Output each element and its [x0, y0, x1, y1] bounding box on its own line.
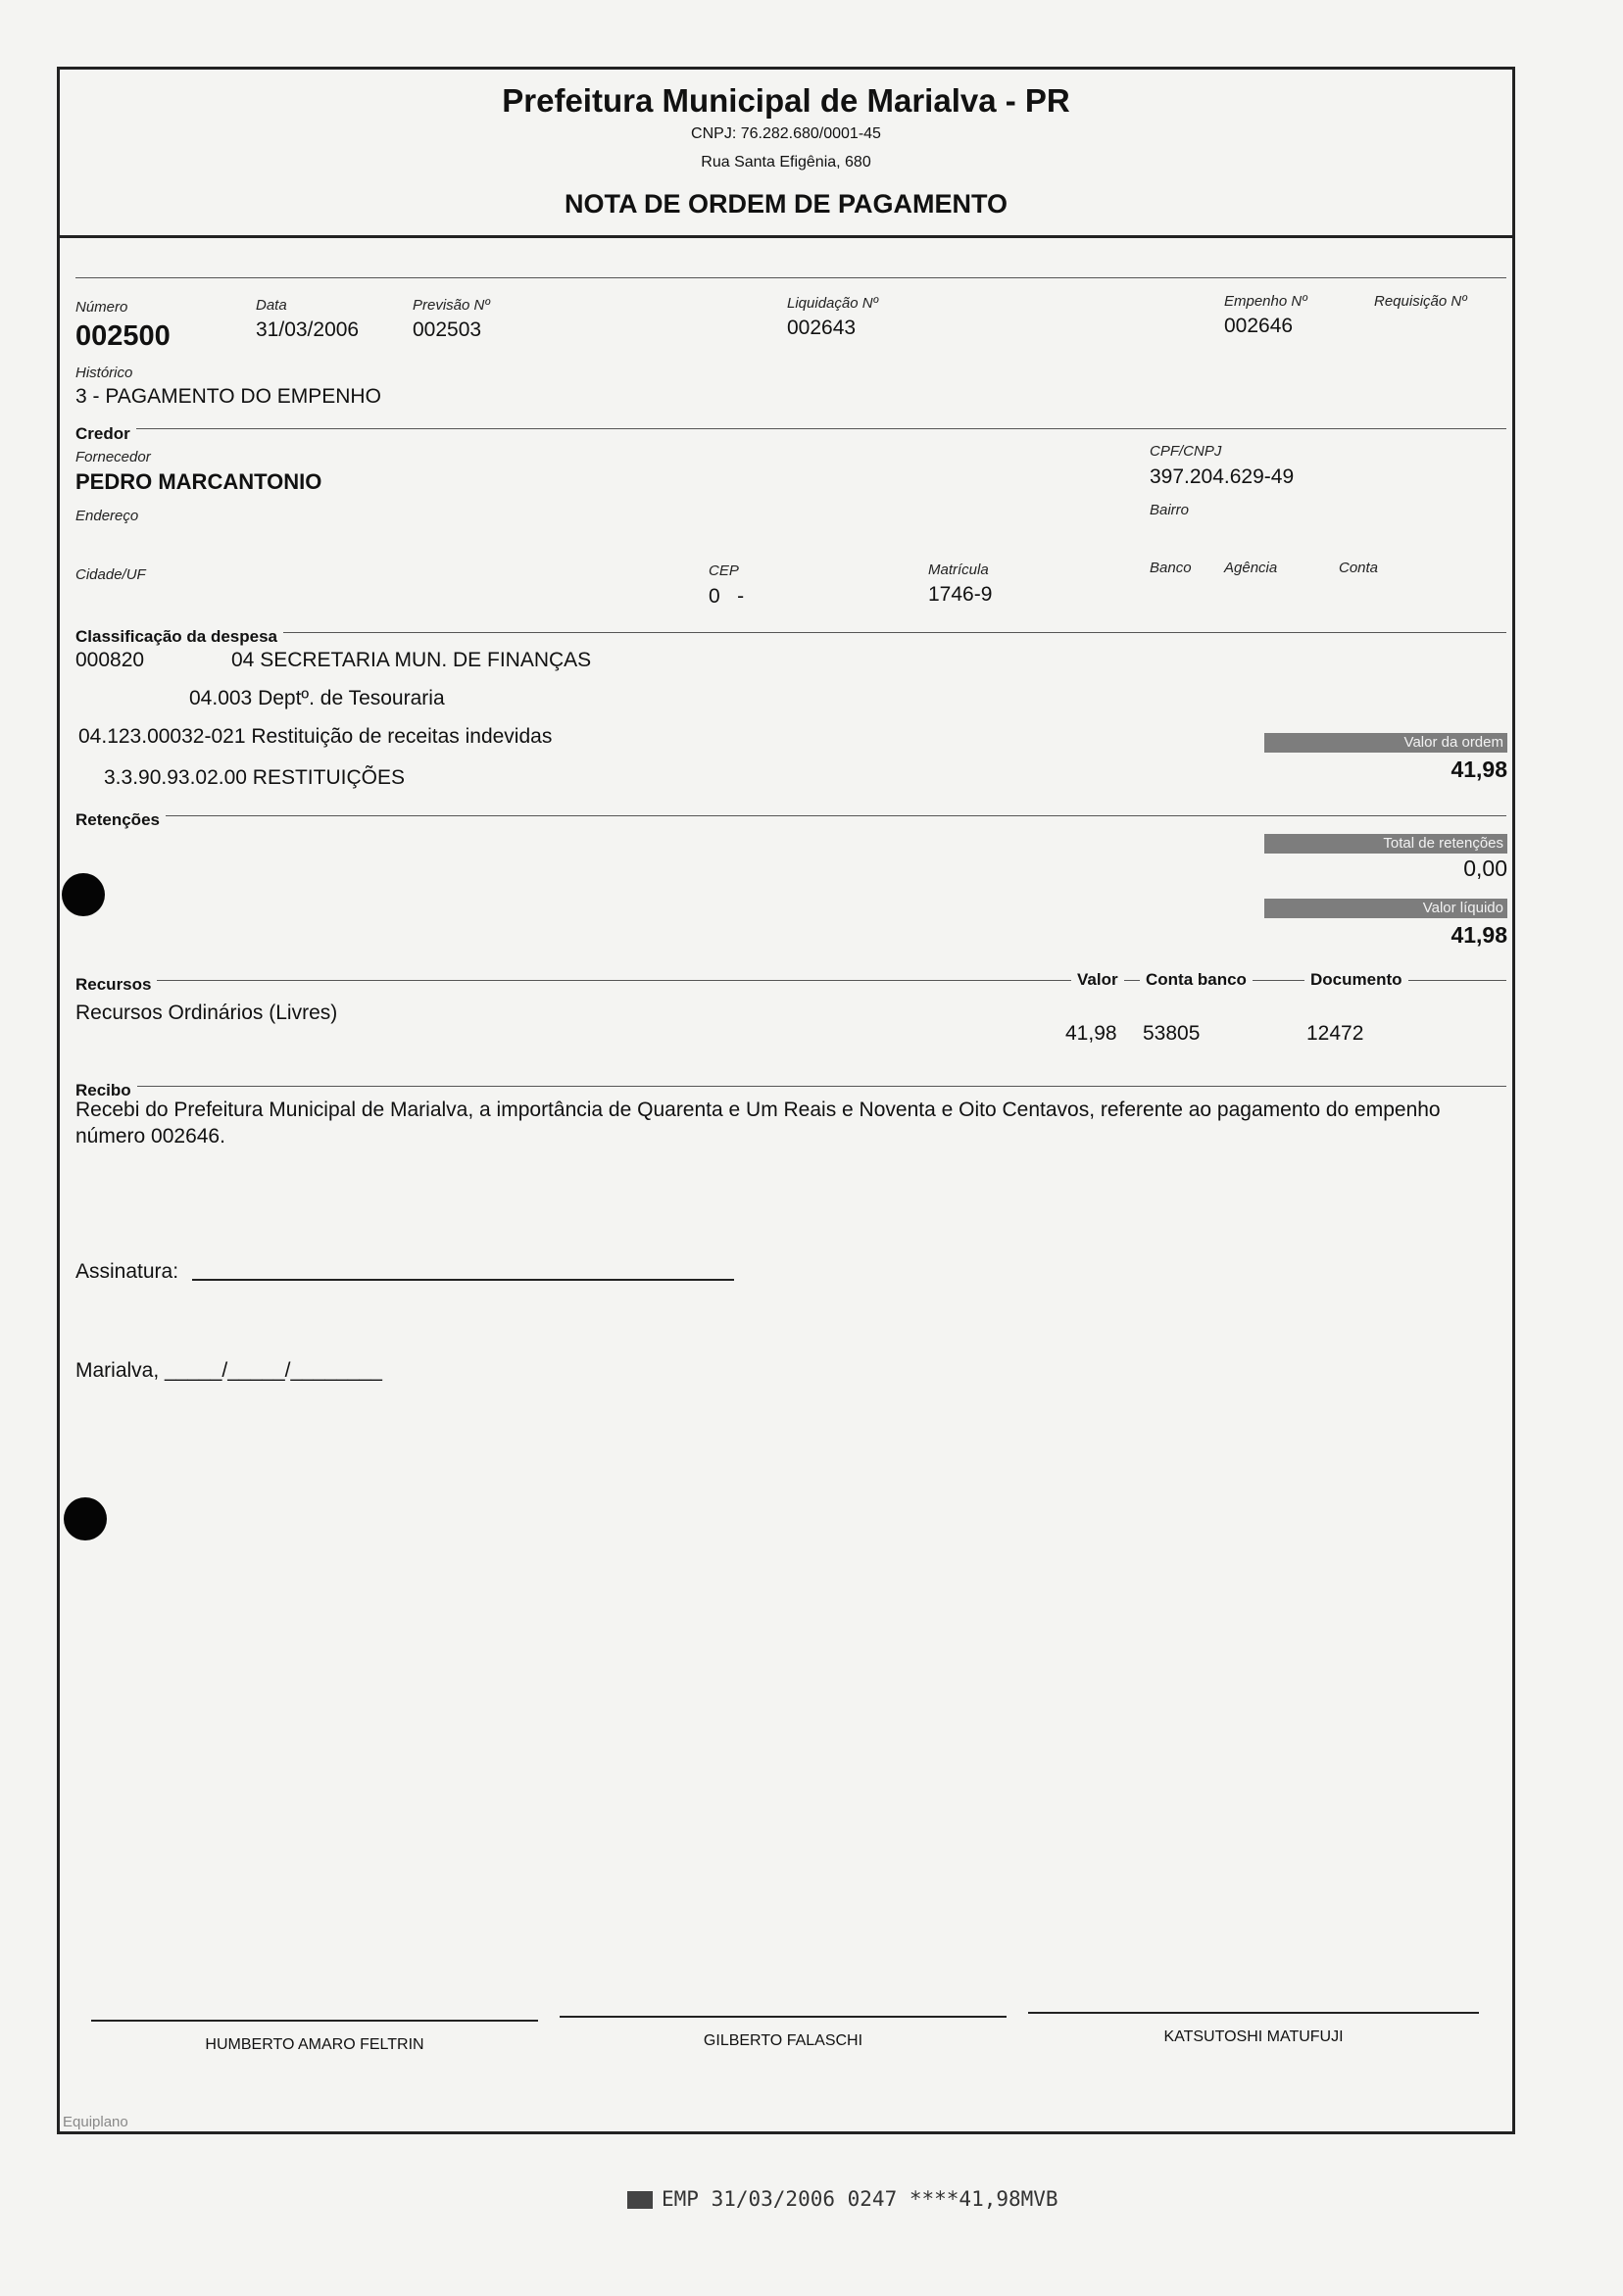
- cpf-label: CPF/CNPJ: [1150, 443, 1222, 460]
- total-retencoes-value: 0,00: [1463, 855, 1507, 881]
- valor-ordem-value: 41,98: [1451, 757, 1507, 782]
- divider: [75, 980, 1506, 981]
- recursos-documento-header: Documento: [1304, 970, 1408, 990]
- classificacao-orgao: 04 SECRETARIA MUN. DE FINANÇAS: [231, 649, 592, 671]
- cep-value: 0 -: [709, 585, 745, 608]
- divider: [75, 815, 1506, 816]
- fornecedor-label: Fornecedor: [75, 449, 151, 465]
- matricula-label: Matrícula: [928, 562, 989, 578]
- stamp-text: EMP 31/03/2006 0247 ****41,98MVB: [662, 2187, 1058, 2211]
- cpf-value: 397.204.629-49: [1150, 465, 1295, 488]
- conta-label: Conta: [1339, 560, 1379, 576]
- punch-hole-icon: [64, 1497, 107, 1540]
- recursos-documento: 12472: [1306, 1022, 1364, 1045]
- historico-label: Histórico: [75, 365, 133, 381]
- classificacao-funcional: 04.123.00032-021 Restituição de receitas indevidas: [78, 725, 553, 748]
- liquidacao-value: 002643: [787, 317, 857, 339]
- recursos-conta-banco-header: Conta banco: [1140, 970, 1253, 990]
- divider: [75, 632, 1506, 633]
- agencia-label: Agência: [1224, 560, 1278, 576]
- punch-hole-icon: [62, 873, 105, 916]
- empenho-value: 002646: [1224, 315, 1294, 337]
- recursos-valor-header: Valor: [1071, 970, 1124, 990]
- numero-label: Número: [75, 299, 128, 316]
- bairro-label: Bairro: [1150, 502, 1190, 518]
- recibo-text: Recebi do Prefeitura Municipal de Marialva, a importância de Quarenta e Um Reais e Noventa e Oito Centavos, referente ao pagamento do empenho número 002646.: [75, 1099, 1441, 1148]
- cep-label: CEP: [709, 562, 739, 579]
- signatory-3: KATSUTOSHI MATUFUJI: [1163, 2028, 1344, 2045]
- previsao-label: Previsão Nº: [413, 297, 490, 314]
- header-separator: [57, 235, 1515, 238]
- divider: [75, 428, 1506, 429]
- signature-line: [1028, 2012, 1479, 2014]
- recursos-section-label: Recursos: [75, 975, 157, 995]
- divider: [75, 1086, 1506, 1087]
- org-name: Prefeitura Municipal de Marialva - PR: [502, 82, 1070, 119]
- data-value: 31/03/2006: [256, 318, 360, 341]
- requisicao-label: Requisição Nº: [1374, 293, 1467, 310]
- stamp-logo-icon: [627, 2191, 653, 2209]
- empenho-label: Empenho Nº: [1224, 293, 1307, 310]
- assinatura-line: [192, 1279, 734, 1281]
- classificacao-code: 000820: [75, 649, 145, 671]
- total-retencoes-label: Total de retenções: [1264, 834, 1507, 854]
- divider: [75, 277, 1506, 278]
- signature-line: [560, 2016, 1007, 2018]
- assinatura-label: Assinatura:: [75, 1260, 179, 1283]
- signatory-1: HUMBERTO AMARO FELTRIN: [205, 2036, 424, 2053]
- fornecedor-value: PEDRO MARCANTONIO: [75, 469, 322, 494]
- doc-title: NOTA DE ORDEM DE PAGAMENTO: [564, 189, 1008, 219]
- cnpj: CNPJ: 76.282.680/0001-45: [691, 125, 881, 142]
- signature-line: [91, 2020, 538, 2022]
- previsao-value: 002503: [413, 318, 482, 341]
- classificacao-elemento: 3.3.90.93.02.00 RESTITUIÇÕES: [104, 766, 405, 789]
- software-label: Equiplano: [63, 2114, 128, 2130]
- endereco-label: Endereço: [75, 508, 139, 524]
- valor-liquido-value: 41,98: [1451, 922, 1507, 948]
- recursos-valor: 41,98: [1065, 1022, 1117, 1045]
- credor-section-label: Credor: [75, 424, 136, 444]
- recursos-fonte: Recursos Ordinários (Livres): [75, 1001, 338, 1024]
- classificacao-section-label: Classificação da despesa: [75, 627, 283, 647]
- address: Rua Santa Efigênia, 680: [701, 154, 871, 171]
- retencoes-section-label: Retenções: [75, 810, 166, 830]
- valor-ordem-label: Valor da ordem: [1264, 733, 1507, 753]
- cidade-label: Cidade/UF: [75, 566, 146, 583]
- classificacao-unidade: 04.003 Deptº. de Tesouraria: [189, 687, 445, 709]
- signatory-2: GILBERTO FALASCHI: [703, 2032, 863, 2049]
- local-data: Marialva, _____/_____/________: [75, 1359, 382, 1382]
- matricula-value: 1746-9: [928, 583, 993, 606]
- valor-liquido-label: Valor líquido: [1264, 899, 1507, 918]
- recursos-conta-banco: 53805: [1143, 1022, 1201, 1045]
- numero-value: 002500: [75, 320, 171, 352]
- banco-label: Banco: [1150, 560, 1192, 576]
- data-label: Data: [256, 297, 287, 314]
- liquidacao-label: Liquidação Nº: [787, 295, 879, 312]
- historico-value: 3 - PAGAMENTO DO EMPENHO: [75, 385, 381, 408]
- recibo-section-label: Recibo: [75, 1081, 137, 1100]
